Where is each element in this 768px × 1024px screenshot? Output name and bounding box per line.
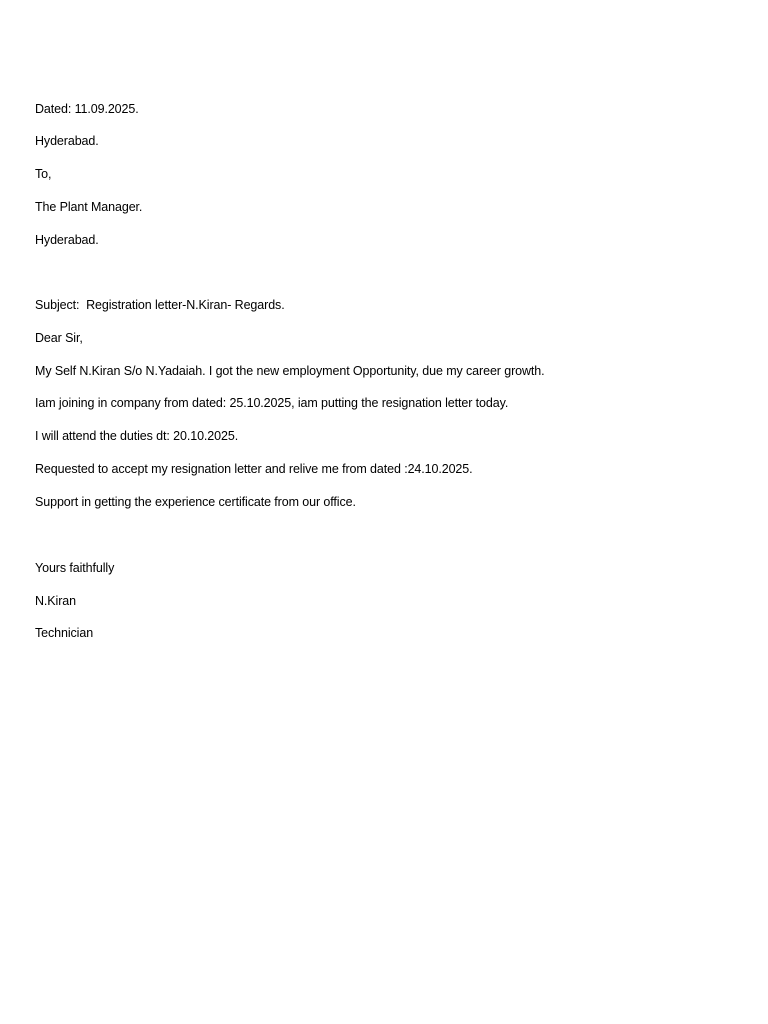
- closing: Yours faithfully: [35, 561, 115, 575]
- date-line: Dated: 11.09.2025.: [35, 102, 139, 116]
- body-paragraph: Requested to accept my resignation letter and relive me from dated :24.10.2025.: [35, 462, 473, 476]
- signature-title: Technician: [35, 626, 94, 640]
- salutation: Dear Sir,: [35, 331, 83, 345]
- body-paragraph: I will attend the duties dt: 20.10.2025.: [35, 429, 239, 443]
- subject-line: Subject: Registration letter-N.Kiran- Regards.: [35, 298, 285, 312]
- sender-place: Hyderabad.: [35, 134, 99, 148]
- recipient-city: Hyderabad.: [35, 233, 99, 247]
- to-line: To,: [35, 167, 52, 181]
- body-paragraph: Support in getting the experience certificate from our office.: [35, 495, 356, 509]
- recipient-title: The Plant Manager.: [35, 200, 143, 214]
- body-paragraph: Iam joining in company from dated: 25.10.2025, iam putting the resignation letter today.: [35, 396, 509, 410]
- signature-name: N.Kiran: [35, 594, 76, 608]
- body-paragraph: My Self N.Kiran S/o N.Yadaiah. I got the new employment Opportunity, due my career growth.: [35, 364, 545, 378]
